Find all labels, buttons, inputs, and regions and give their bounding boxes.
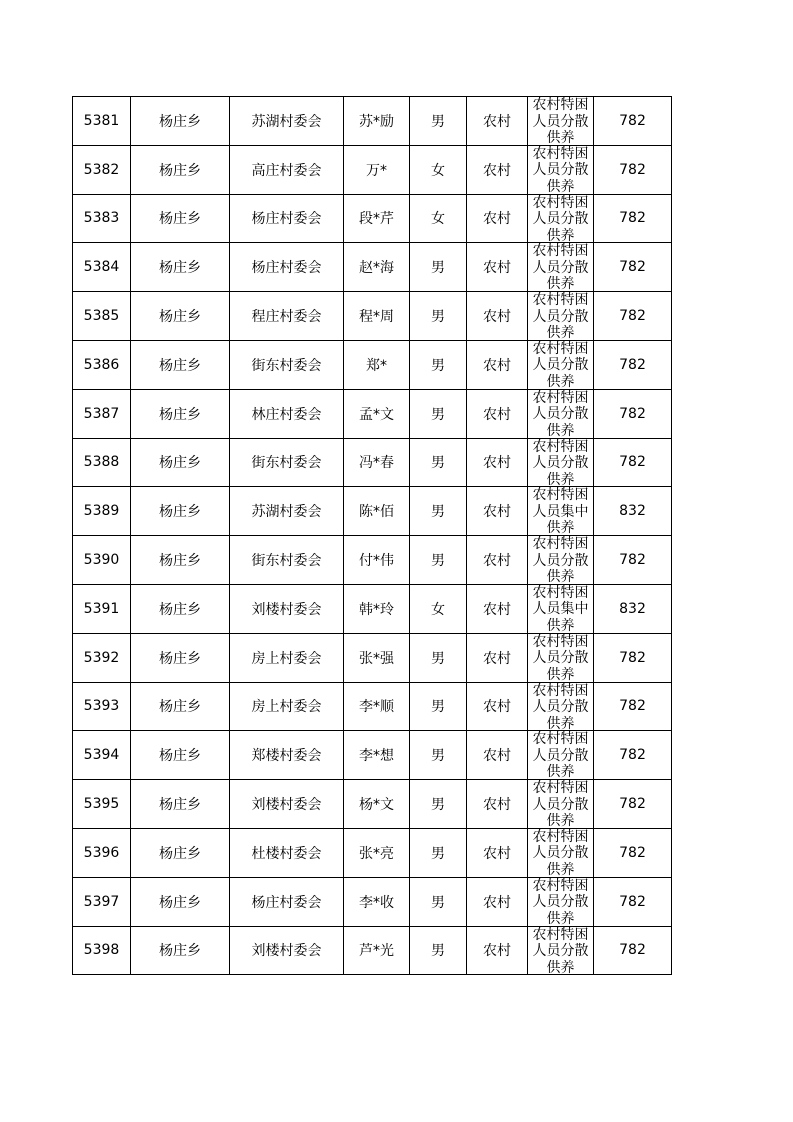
- township-cell: 杨庄乡: [131, 487, 230, 536]
- amount-cell: 782: [594, 145, 672, 194]
- table-row: [73, 780, 672, 829]
- residence-area-cell: 农村: [467, 243, 528, 292]
- township-cell: 杨庄乡: [131, 780, 230, 829]
- table-row: [73, 926, 672, 975]
- residence-area-cell: 农村: [467, 877, 528, 926]
- amount-cell: 782: [594, 292, 672, 341]
- village-committee-cell: 杨庄村委会: [230, 243, 344, 292]
- serial-number-cell: 5390: [73, 536, 131, 585]
- serial-number-cell: 5394: [73, 731, 131, 780]
- support-type-text: 农村特困人员分散供养: [532, 926, 589, 974]
- township-cell: 杨庄乡: [131, 828, 230, 877]
- township-cell: 杨庄乡: [131, 97, 230, 146]
- records-table-body: [73, 97, 672, 975]
- village-committee-cell: 房上村委会: [230, 682, 344, 731]
- support-type-cell: [528, 243, 594, 292]
- person-name-cell: 韩*玲: [344, 584, 410, 633]
- gender-cell: 男: [410, 731, 467, 780]
- amount-cell: 782: [594, 389, 672, 438]
- gender-cell: 男: [410, 828, 467, 877]
- person-name-cell: 苏*励: [344, 97, 410, 146]
- gender-cell: 女: [410, 584, 467, 633]
- township-cell: 杨庄乡: [131, 926, 230, 975]
- residence-area-cell: 农村: [467, 584, 528, 633]
- support-type-cell: [528, 584, 594, 633]
- residence-area-cell: 农村: [467, 145, 528, 194]
- support-type-text: 农村特困人员集中供养: [532, 487, 589, 535]
- gender-cell: 男: [410, 877, 467, 926]
- person-name-cell: 冯*春: [344, 438, 410, 487]
- township-cell: 杨庄乡: [131, 194, 230, 243]
- serial-number-cell: 5382: [73, 145, 131, 194]
- village-committee-cell: 高庄村委会: [230, 145, 344, 194]
- residence-area-cell: 农村: [467, 926, 528, 975]
- table-row: [73, 633, 672, 682]
- table-row: [73, 584, 672, 633]
- serial-number-cell: 5398: [73, 926, 131, 975]
- serial-number-cell: 5385: [73, 292, 131, 341]
- support-type-text: 农村特困人员分散供养: [532, 877, 589, 925]
- support-type-text: 农村特困人员分散供养: [532, 780, 589, 828]
- serial-number-cell: 5389: [73, 487, 131, 536]
- gender-cell: 男: [410, 97, 467, 146]
- table-row: [73, 292, 672, 341]
- gender-cell: 男: [410, 389, 467, 438]
- residence-area-cell: 农村: [467, 340, 528, 389]
- gender-cell: 男: [410, 487, 467, 536]
- amount-cell: 832: [594, 584, 672, 633]
- amount-cell: 782: [594, 340, 672, 389]
- person-name-cell: 张*强: [344, 633, 410, 682]
- gender-cell: 女: [410, 145, 467, 194]
- residence-area-cell: 农村: [467, 292, 528, 341]
- village-committee-cell: 杨庄村委会: [230, 194, 344, 243]
- gender-cell: 男: [410, 633, 467, 682]
- table-row: [73, 438, 672, 487]
- support-type-cell: [528, 145, 594, 194]
- support-type-text: 农村特困人员分散供养: [532, 97, 589, 144]
- person-name-cell: 程*周: [344, 292, 410, 341]
- support-type-cell: [528, 389, 594, 438]
- support-type-text: 农村特困人员分散供养: [532, 292, 589, 340]
- village-committee-cell: 街东村委会: [230, 536, 344, 585]
- amount-cell: 782: [594, 243, 672, 292]
- person-name-cell: 张*亮: [344, 828, 410, 877]
- table-row: [73, 97, 672, 146]
- support-type-cell: [528, 536, 594, 585]
- support-type-cell: [528, 438, 594, 487]
- serial-number-cell: 5381: [73, 97, 131, 146]
- person-name-cell: 赵*海: [344, 243, 410, 292]
- serial-number-cell: 5384: [73, 243, 131, 292]
- township-cell: 杨庄乡: [131, 438, 230, 487]
- village-committee-cell: 街东村委会: [230, 340, 344, 389]
- support-type-cell: [528, 682, 594, 731]
- support-type-cell: [528, 292, 594, 341]
- serial-number-cell: 5392: [73, 633, 131, 682]
- support-type-text: 农村特困人员分散供养: [532, 633, 589, 681]
- amount-cell: 782: [594, 731, 672, 780]
- table-row: [73, 194, 672, 243]
- township-cell: 杨庄乡: [131, 633, 230, 682]
- person-name-cell: 李*想: [344, 731, 410, 780]
- person-name-cell: 陈*佰: [344, 487, 410, 536]
- serial-number-cell: 5388: [73, 438, 131, 487]
- village-committee-cell: 林庄村委会: [230, 389, 344, 438]
- township-cell: 杨庄乡: [131, 340, 230, 389]
- village-committee-cell: 苏湖村委会: [230, 487, 344, 536]
- table-row: [73, 877, 672, 926]
- township-cell: 杨庄乡: [131, 877, 230, 926]
- village-committee-cell: 苏湖村委会: [230, 97, 344, 146]
- amount-cell: 782: [594, 828, 672, 877]
- township-cell: 杨庄乡: [131, 536, 230, 585]
- person-name-cell: 芦*光: [344, 926, 410, 975]
- amount-cell: 782: [594, 877, 672, 926]
- gender-cell: 男: [410, 292, 467, 341]
- person-name-cell: 万*: [344, 145, 410, 194]
- serial-number-cell: 5387: [73, 389, 131, 438]
- residence-area-cell: 农村: [467, 828, 528, 877]
- residence-area-cell: 农村: [467, 97, 528, 146]
- village-committee-cell: 房上村委会: [230, 633, 344, 682]
- residence-area-cell: 农村: [467, 438, 528, 487]
- support-type-text: 农村特困人员分散供养: [532, 194, 589, 242]
- village-committee-cell: 程庄村委会: [230, 292, 344, 341]
- support-type-cell: [528, 633, 594, 682]
- table-row: [73, 682, 672, 731]
- residence-area-cell: 农村: [467, 682, 528, 731]
- gender-cell: 男: [410, 243, 467, 292]
- gender-cell: 男: [410, 780, 467, 829]
- support-type-text: 农村特困人员分散供养: [532, 536, 589, 584]
- village-committee-cell: 郑楼村委会: [230, 731, 344, 780]
- residence-area-cell: 农村: [467, 536, 528, 585]
- support-type-cell: [528, 926, 594, 975]
- village-committee-cell: 刘楼村委会: [230, 584, 344, 633]
- support-type-text: 农村特困人员分散供养: [532, 731, 589, 779]
- residence-area-cell: 农村: [467, 731, 528, 780]
- support-type-cell: [528, 487, 594, 536]
- table-row: [73, 731, 672, 780]
- gender-cell: 男: [410, 340, 467, 389]
- person-name-cell: 杨*文: [344, 780, 410, 829]
- support-type-text: 农村特困人员分散供养: [532, 243, 589, 291]
- township-cell: 杨庄乡: [131, 731, 230, 780]
- residence-area-cell: 农村: [467, 487, 528, 536]
- support-type-text: 农村特困人员分散供养: [532, 682, 589, 730]
- amount-cell: 782: [594, 780, 672, 829]
- village-committee-cell: 杨庄村委会: [230, 877, 344, 926]
- village-committee-cell: 街东村委会: [230, 438, 344, 487]
- person-name-cell: 孟*文: [344, 389, 410, 438]
- amount-cell: 782: [594, 633, 672, 682]
- person-name-cell: 李*顺: [344, 682, 410, 731]
- table-row: [73, 536, 672, 585]
- support-type-text: 农村特困人员分散供养: [532, 438, 589, 486]
- support-type-text: 农村特困人员分散供养: [532, 145, 589, 193]
- township-cell: 杨庄乡: [131, 682, 230, 731]
- township-cell: 杨庄乡: [131, 243, 230, 292]
- amount-cell: 782: [594, 926, 672, 975]
- support-type-text: 农村特困人员分散供养: [532, 389, 589, 437]
- serial-number-cell: 5391: [73, 584, 131, 633]
- amount-cell: 782: [594, 438, 672, 487]
- village-committee-cell: 杜楼村委会: [230, 828, 344, 877]
- gender-cell: 男: [410, 926, 467, 975]
- residence-area-cell: 农村: [467, 389, 528, 438]
- township-cell: 杨庄乡: [131, 292, 230, 341]
- gender-cell: 男: [410, 536, 467, 585]
- serial-number-cell: 5396: [73, 828, 131, 877]
- table-row: [73, 145, 672, 194]
- support-type-text: 农村特困人员分散供养: [532, 828, 589, 876]
- serial-number-cell: 5383: [73, 194, 131, 243]
- support-type-cell: [528, 340, 594, 389]
- support-type-text: 农村特困人员分散供养: [532, 340, 589, 388]
- serial-number-cell: 5397: [73, 877, 131, 926]
- person-name-cell: 段*芹: [344, 194, 410, 243]
- township-cell: 杨庄乡: [131, 584, 230, 633]
- amount-cell: 782: [594, 682, 672, 731]
- support-type-cell: [528, 97, 594, 146]
- support-type-cell: [528, 828, 594, 877]
- person-name-cell: 付*伟: [344, 536, 410, 585]
- residence-area-cell: 农村: [467, 633, 528, 682]
- amount-cell: 832: [594, 487, 672, 536]
- table-row: [73, 340, 672, 389]
- support-type-cell: [528, 731, 594, 780]
- records-table: [72, 96, 672, 975]
- amount-cell: 782: [594, 97, 672, 146]
- person-name-cell: 郑*: [344, 340, 410, 389]
- residence-area-cell: 农村: [467, 194, 528, 243]
- gender-cell: 男: [410, 438, 467, 487]
- gender-cell: 女: [410, 194, 467, 243]
- support-type-cell: [528, 780, 594, 829]
- township-cell: 杨庄乡: [131, 389, 230, 438]
- village-committee-cell: 刘楼村委会: [230, 926, 344, 975]
- serial-number-cell: 5395: [73, 780, 131, 829]
- person-name-cell: 李*收: [344, 877, 410, 926]
- table-row: [73, 243, 672, 292]
- amount-cell: 782: [594, 536, 672, 585]
- table-row: [73, 389, 672, 438]
- gender-cell: 男: [410, 682, 467, 731]
- amount-cell: 782: [594, 194, 672, 243]
- support-type-cell: [528, 194, 594, 243]
- serial-number-cell: 5393: [73, 682, 131, 731]
- township-cell: 杨庄乡: [131, 145, 230, 194]
- table-row: [73, 828, 672, 877]
- support-type-cell: [528, 877, 594, 926]
- table-row: [73, 487, 672, 536]
- residence-area-cell: 农村: [467, 780, 528, 829]
- support-type-text: 农村特困人员集中供养: [532, 584, 589, 632]
- village-committee-cell: 刘楼村委会: [230, 780, 344, 829]
- serial-number-cell: 5386: [73, 340, 131, 389]
